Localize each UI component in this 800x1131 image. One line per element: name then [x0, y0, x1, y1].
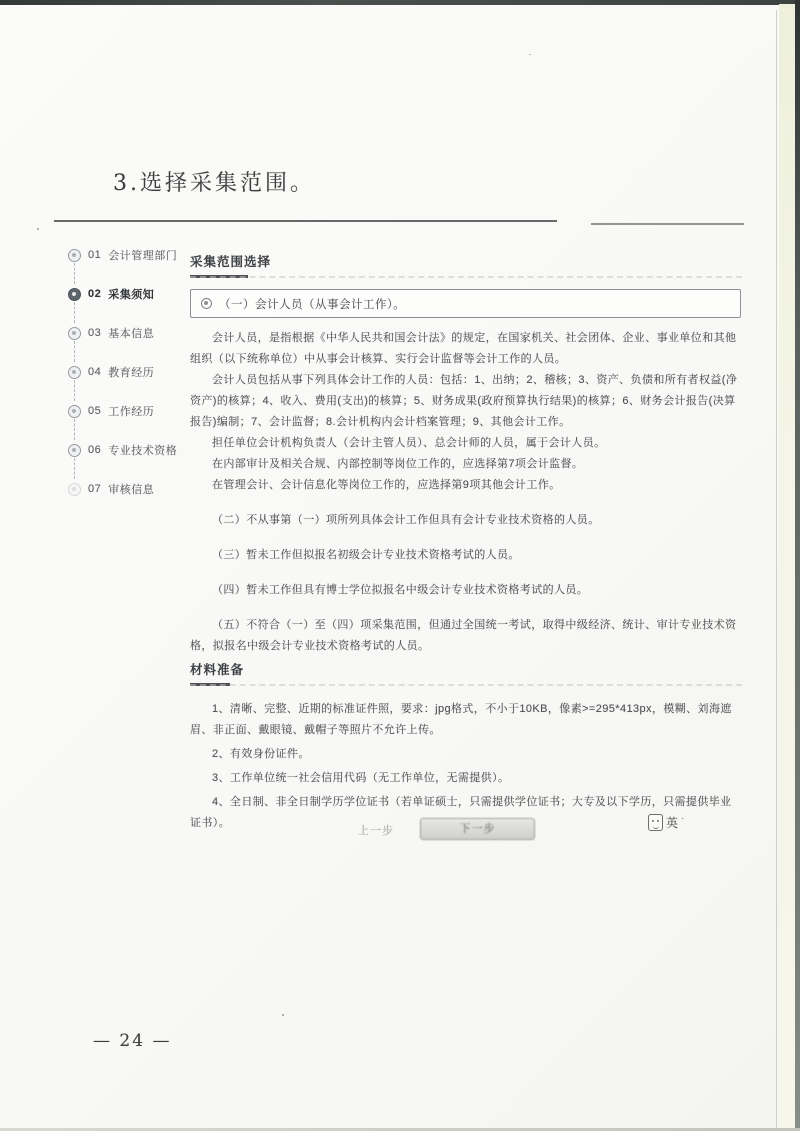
- step-circle-icon: [68, 288, 81, 301]
- step-label: 工作经历: [108, 406, 155, 418]
- materials-section-title: 材料准备: [190, 663, 245, 677]
- scan-edge-right: [795, 0, 800, 1131]
- language-widget[interactable]: [648, 814, 684, 831]
- sidebar-item-dept[interactable]: [68, 246, 190, 264]
- tick-mark: ·: [681, 813, 685, 824]
- paragraph: 担任单位会计机构负责人（会计主管人员）、总会计师的人员，属于会计人员。: [212, 437, 606, 449]
- sidebar-item-education[interactable]: [68, 363, 190, 381]
- step-label: 采集须知: [108, 289, 155, 301]
- page-number: — 24 —: [93, 1031, 172, 1051]
- step-label: 教育经历: [108, 367, 155, 379]
- heading-divider: [54, 220, 557, 222]
- sidebar-item-basic-info[interactable]: [68, 324, 190, 342]
- paragraph: （四）暂未工作但具有博士学位拟报名中级会计专业技术资格考试的人员。: [212, 584, 589, 596]
- step-circle-icon: [68, 444, 81, 457]
- scan-edge-top: [0, 0, 800, 5]
- step-num: 04: [88, 366, 102, 378]
- paragraph: 会计人员包括从事下列具体会计工作的人员：包括：1、出纳；2、稽核；3、资产、负债和所有者权益(净资产)的核算；4、收入、费用(支出)的核算；5、财务成果(政府预算执行结果)的核算；6、财务会计报告(决算报告)编制；7、会计监督；8.会计机构内会计档案管理；9、其他会计工作。: [190, 374, 738, 428]
- step-label: 专业技术资格: [108, 445, 178, 457]
- step-circle-icon: [68, 249, 81, 262]
- step-num: 01: [88, 249, 102, 261]
- page-title: 3.选择采集范围。: [113, 171, 315, 196]
- step-circle-icon: [68, 327, 81, 340]
- materials-section: [190, 660, 742, 837]
- step-label: 基本信息: [108, 328, 155, 340]
- paragraph: （二）不从事第（一）项所列具体会计工作但具有会计专业技术资格的人员。: [212, 514, 600, 526]
- scan-fold-line: [776, 10, 777, 1131]
- next-step-button[interactable]: 下一步: [420, 818, 535, 840]
- step-num: 05: [88, 405, 102, 417]
- sidebar-item-qualification[interactable]: [68, 441, 190, 459]
- step-num: 02: [88, 288, 102, 300]
- step-circle-icon: [68, 366, 81, 379]
- scope-section-title: 采集范围选择: [190, 255, 272, 269]
- list-item: 1、清晰、完整、近期的标准证件照，要求：jpg格式，不小于10KB，像素>=295*413px，模糊、刘海遮眉、非正面、戴眼镜、戴帽子等照片不允许上传。: [190, 703, 732, 736]
- step-num: 03: [88, 327, 102, 339]
- sidebar-item-review[interactable]: [68, 480, 190, 498]
- language-label: 英: [666, 816, 679, 830]
- sidebar-item-work[interactable]: [68, 402, 190, 420]
- step-num: 06: [88, 444, 102, 456]
- scope-description: [190, 328, 742, 657]
- scope-radio-option[interactable]: [190, 289, 741, 318]
- step-circle-icon: [68, 483, 81, 496]
- radio-option-label: （一）会计人员（从事会计工作）。: [219, 298, 406, 311]
- step-label: 审核信息: [108, 484, 155, 496]
- heading-divider-right: [591, 223, 744, 225]
- list-item: 2、有效身份证件。: [212, 748, 310, 760]
- scope-section: [190, 252, 742, 657]
- list-item: 4、全日制、非全日制学历学位证书（若单证硕士，只需提供学位证书；大专及以下学历，只需提供毕业证书）。: [190, 796, 732, 829]
- section-divider: [190, 276, 742, 278]
- paragraph: 在管理会计、会计信息化等岗位工作的，应选择第9项其他会计工作。: [212, 479, 561, 491]
- paragraph: 在内部审计及相关合规、内部控制等岗位工作的，应选择第7项会计监督。: [212, 458, 584, 470]
- paragraph: 会计人员，是指根据《中华人民共和国会计法》的规定，在国家机关、社会团体、企业、事业单位和其他组织（以下统称单位）中从事会计核算、实行会计监督等会计工作的人员。: [190, 332, 737, 365]
- scan-speck: [282, 1014, 284, 1016]
- paragraph: （三）暂未工作但拟报名初级会计专业技术资格考试的人员。: [212, 549, 520, 561]
- scan-speck: [529, 54, 531, 55]
- radio-icon[interactable]: [201, 298, 212, 309]
- step-circle-icon: [68, 405, 81, 418]
- sidebar-item-notice[interactable]: [68, 285, 190, 303]
- step-sidebar: [68, 246, 190, 519]
- section-divider: [190, 684, 742, 686]
- scan-speck: [37, 228, 39, 230]
- paragraph: （五）不符合（一）至（四）项采集范围，但通过全国统一考试，取得中级经济、统计、审计专业技术资格，拟报名中级会计专业技术资格考试的人员。: [190, 619, 737, 652]
- step-num: 07: [88, 483, 102, 495]
- list-item: 3、工作单位统一社会信用代码（无工作单位，无需提供）。: [212, 772, 510, 784]
- step-label: 会计管理部门: [108, 250, 178, 262]
- scan-page-edge: [779, 4, 795, 1131]
- wizard-footer: [190, 813, 742, 842]
- mascot-icon: [648, 814, 663, 831]
- prev-step-button[interactable]: 上一步: [358, 825, 394, 837]
